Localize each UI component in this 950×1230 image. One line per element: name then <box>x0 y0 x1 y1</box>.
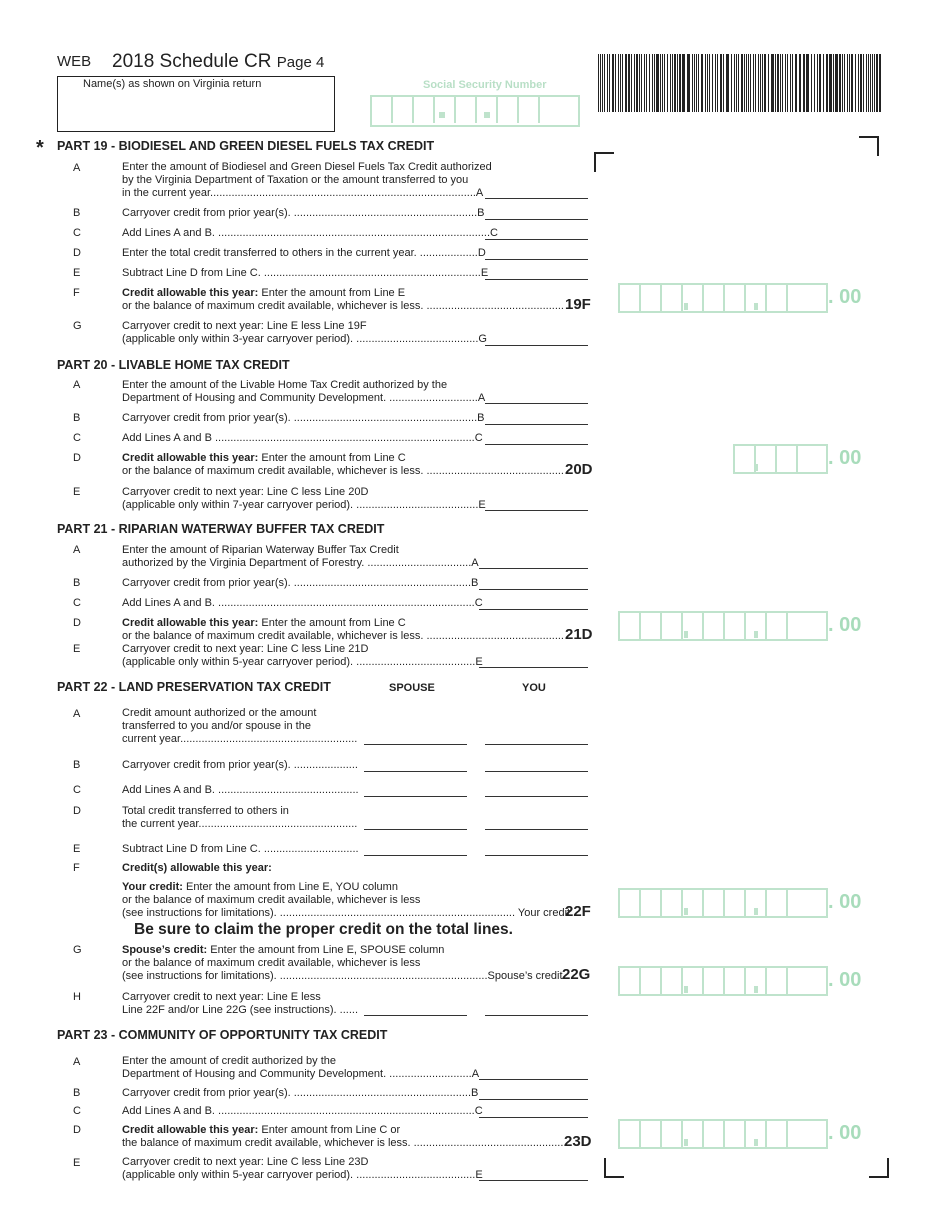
part23-input-b[interactable] <box>479 1099 588 1100</box>
part19-title: PART 19 - BIODIESEL AND GREEN DIESEL FUELS TAX CREDIT <box>57 139 435 153</box>
part21-line-d <box>122 617 564 643</box>
part22-spouse-credit-text-3: (see instructions for limitations). ....................................................................Spouse’s credit <box>122 970 563 982</box>
barcode-image <box>598 54 882 112</box>
part20-line-d-text-2: or the balance of maximum credit available, whichever is less. ............................................. <box>122 465 564 477</box>
line-21d-comma-2 <box>754 631 758 638</box>
part20-line-a-text-1: Enter the amount of the Livable Home Tax Credit authorized by the <box>122 379 448 391</box>
part20-line-d <box>122 452 564 478</box>
part22-your-credit-text-1: Enter the amount from Line E, YOU column <box>182 881 398 893</box>
part21-line-e-text-1: Carryover credit to next year: Line C less Line 21D <box>122 643 369 655</box>
part22-input-d-spouse[interactable] <box>364 829 467 830</box>
part23-line-e <box>122 1156 483 1182</box>
column-header-you: YOU <box>522 682 546 694</box>
line-23d-label: 23D <box>564 1133 592 1150</box>
part19-input-d[interactable] <box>485 259 588 260</box>
part22-your-credit-text-3: (see instructions for limitations). ............................................................................. Your credit <box>122 907 571 919</box>
part21-input-a[interactable] <box>479 568 588 569</box>
part22-your-credit-text-2: or the balance of maximum credit available, whichever is less <box>122 894 421 906</box>
part23-letter-b: B <box>73 1087 81 1099</box>
part22-input-e-you[interactable] <box>485 855 588 856</box>
name-field-label: Name(s) as shown on Virginia return <box>83 78 262 90</box>
part22-input-a-spouse[interactable] <box>364 744 467 745</box>
part20-line-a <box>122 379 485 405</box>
line-19f-comma-1 <box>684 303 688 310</box>
part22-input-b-spouse[interactable] <box>364 771 467 772</box>
line-23d-comma-1 <box>684 1139 688 1146</box>
part22-input-d-you[interactable] <box>485 829 588 830</box>
part21-title: PART 21 - RIPARIAN WATERWAY BUFFER TAX CREDIT <box>57 522 385 536</box>
line-22g-input[interactable] <box>618 966 828 996</box>
part23-line-a <box>122 1055 479 1081</box>
form-title-text: 2018 Schedule CR <box>112 51 272 72</box>
part19-letter-c: C <box>73 227 81 239</box>
part23-letter-d: D <box>73 1124 81 1136</box>
line-22g-label: 22G <box>562 966 591 983</box>
part19-letter-f: F <box>73 287 80 299</box>
part22-line-f: Credit(s) allowable this year: <box>122 862 272 874</box>
part21-line-e <box>122 643 483 669</box>
part22-input-b-you[interactable] <box>485 771 588 772</box>
part20-title: PART 20 - LIVABLE HOME TAX CREDIT <box>57 358 290 372</box>
part21-letter-a: A <box>73 544 81 556</box>
part22-letter-h: H <box>73 991 81 1003</box>
part19-letter-a: A <box>73 162 81 174</box>
part21-line-a-text-2: authorized by the Virginia Department of Forestry. ..................................A <box>122 557 479 569</box>
line-22g-comma-2 <box>754 986 758 993</box>
part20-line-e-text-2: (applicable only within 7-year carryover period). ........................................E <box>122 499 486 511</box>
ssn-input[interactable] <box>370 95 580 127</box>
part22-input-h-spouse[interactable] <box>364 1015 467 1016</box>
part22-input-c-you[interactable] <box>485 796 588 797</box>
line-23d-input[interactable] <box>618 1119 828 1149</box>
page-number: Page 4 <box>276 54 325 71</box>
proper-credit-warning: Be sure to claim the proper credit on the total lines. <box>134 921 513 938</box>
part22-input-e-spouse[interactable] <box>364 855 467 856</box>
part22-spouse-credit-text-1: Enter the amount from Line E, SPOUSE column <box>207 944 445 956</box>
part21-line-b: Carryover credit from prior year(s). ..........................................................B <box>122 577 479 589</box>
line-21d-input[interactable] <box>618 611 828 641</box>
part22-line-d-text-1: Total credit transferred to others in <box>122 805 289 817</box>
part22-line-a-text-3: current year.......................................................... <box>122 733 358 745</box>
part23-line-d-text-2: the balance of maximum credit available, whichever is less. .................................................. <box>122 1137 567 1149</box>
part22-spouse-credit <box>122 944 563 983</box>
part19-line-f <box>122 287 564 313</box>
part22-letter-g: G <box>73 944 82 956</box>
part22-letter-a: A <box>73 708 81 720</box>
line-20d-comma <box>754 464 758 471</box>
part20-letter-e: E <box>73 486 81 498</box>
part23-line-d <box>122 1124 566 1150</box>
part21-letter-c: C <box>73 597 81 609</box>
part22-letter-c: C <box>73 784 81 796</box>
part23-line-e-text-2: (applicable only within 5-year carryover period). .......................................E <box>122 1169 483 1181</box>
part22-line-a-text-2: transferred to you and/or spouse in the <box>122 720 311 732</box>
part21-input-b[interactable] <box>479 589 588 590</box>
part23-input-a[interactable] <box>479 1079 588 1080</box>
line-23d-cents: . 00 <box>828 1122 862 1144</box>
line-20d-cents: . 00 <box>828 447 862 469</box>
part21-letter-d: D <box>73 617 81 629</box>
part19-line-a-text-1: Enter the amount of Biodiesel and Green Diesel Fuels Tax Credit authorized <box>122 161 492 173</box>
part22-letter-e: E <box>73 843 81 855</box>
part22-line-d <box>122 805 357 831</box>
part19-line-f-text-2: or the balance of maximum credit available, whichever is less. ............................................. <box>122 300 564 312</box>
part19-letter-d: D <box>73 247 81 259</box>
line-19f-cents: . 00 <box>828 286 862 308</box>
part20-letter-b: B <box>73 412 81 424</box>
part21-line-d-bold: Credit allowable this year: <box>122 617 259 629</box>
part21-line-c: Add Lines A and B. ....................................................................................C <box>122 597 483 609</box>
part21-line-d-text-1: Enter the amount from Line C <box>258 617 406 629</box>
part23-line-b: Carryover credit from prior year(s). ..........................................................B <box>122 1087 479 1099</box>
line-22g-cents: . 00 <box>828 969 862 991</box>
ssn-dash-2 <box>484 112 490 118</box>
part19-line-c: Add Lines A and B. .........................................................................................C <box>122 227 498 239</box>
part19-input-b[interactable] <box>485 219 588 220</box>
part22-input-h-you[interactable] <box>485 1015 588 1016</box>
part19-input-a[interactable] <box>485 198 588 199</box>
part21-line-e-text-2: (applicable only within 5-year carryover period). .......................................E <box>122 656 483 668</box>
part19-line-g-text-1: Carryover credit to next year: Line E less Line 19F <box>122 320 367 332</box>
part23-letter-a: A <box>73 1056 81 1068</box>
part19-line-a-text-2: by the Virginia Department of Taxation or the amount transferred to you <box>122 174 469 186</box>
part20-line-c: Add Lines A and B .....................................................................................C <box>122 432 483 444</box>
line-22f-comma-2 <box>754 908 758 915</box>
column-header-spouse: SPOUSE <box>389 682 435 694</box>
name-field[interactable] <box>57 76 335 132</box>
part23-line-c: Add Lines A and B. ....................................................................................C <box>122 1105 483 1117</box>
part20-input-e[interactable] <box>485 510 588 511</box>
part22-line-a <box>122 707 357 746</box>
part22-line-d-text-2: the current year.................................................... <box>122 818 358 830</box>
part23-line-a-text-2: Department of Housing and Community Development. ...........................A <box>122 1068 480 1080</box>
part22-letter-f: F <box>73 862 80 874</box>
part19-input-e[interactable] <box>485 279 588 280</box>
part19-line-f-bold: Credit allowable this year: <box>122 287 259 299</box>
part20-line-d-bold: Credit allowable this year: <box>122 452 259 464</box>
part23-letter-e: E <box>73 1157 81 1169</box>
part21-line-d-text-2: or the balance of maximum credit available, whichever is less. ............................................. <box>122 630 564 642</box>
part19-line-g-text-2: (applicable only within 3-year carryover period). ........................................G <box>122 333 487 345</box>
part23-line-e-text-1: Carryover credit to next year: Line C less Line 23D <box>122 1156 369 1168</box>
part21-input-c[interactable] <box>479 609 588 610</box>
line-22g-comma-1 <box>684 986 688 993</box>
part21-line-a-text-1: Enter the amount of Riparian Waterway Buffer Tax Credit <box>122 544 399 556</box>
part22-spouse-credit-text-2: or the balance of maximum credit available, whichever is less <box>122 957 421 969</box>
corner-mark-top-right <box>859 136 879 156</box>
part20-letter-c: C <box>73 432 81 444</box>
part22-line-e: Subtract Line D from Line C. ............................... <box>122 843 359 855</box>
part22-line-b: Carryover credit from prior year(s). ..................... <box>122 759 358 771</box>
part19-letter-b: B <box>73 207 81 219</box>
part21-line-a <box>122 544 479 570</box>
part20-letter-a: A <box>73 379 81 391</box>
line-22f-cents: . 00 <box>828 891 862 913</box>
part22-input-c-spouse[interactable] <box>364 796 467 797</box>
part23-line-d-bold: Credit allowable this year: <box>122 1124 259 1136</box>
part22-line-a-text-1: Credit amount authorized or the amount <box>122 707 317 719</box>
part22-letter-b: B <box>73 759 81 771</box>
part19-line-g <box>122 320 487 346</box>
part21-letter-e: E <box>73 643 81 655</box>
part19-line-e: Subtract Line D from Line C. .......................................................................E <box>122 267 489 279</box>
part22-line-c: Add Lines A and B. .............................................. <box>122 784 359 796</box>
line-20d-input[interactable] <box>733 444 828 474</box>
part20-line-b: Carryover credit from prior year(s). ............................................................B <box>122 412 485 424</box>
part20-line-a-text-2: Department of Housing and Community Development. .............................A <box>122 392 486 404</box>
part22-spouse-credit-bold: Spouse’s credit: <box>122 944 208 956</box>
part21-letter-b: B <box>73 577 81 589</box>
form-id-web: WEB <box>57 53 92 70</box>
part22-your-credit <box>122 881 570 920</box>
part22-line-h-text-2: Line 22F and/or Line 22G (see instructions). ...... <box>122 1004 359 1016</box>
part22-title: PART 22 - LAND PRESERVATION TAX CREDIT <box>57 680 331 694</box>
part23-letter-c: C <box>73 1105 81 1117</box>
part22-letter-d: D <box>73 805 81 817</box>
part23-line-d-text-1: Enter amount from Line C or <box>258 1124 401 1136</box>
part22-input-a-you[interactable] <box>485 744 588 745</box>
part19-line-f-text-1: Enter the amount from Line E <box>258 287 406 299</box>
line-21d-cents: . 00 <box>828 614 862 636</box>
part23-line-a-text-1: Enter the amount of credit authorized by the <box>122 1055 337 1067</box>
line-19f-input[interactable] <box>618 283 828 313</box>
line-21d-label: 21D <box>565 626 593 643</box>
corner-mark-top-left <box>594 152 614 172</box>
corner-mark-bottom-right <box>869 1158 889 1178</box>
line-21d-comma-1 <box>684 631 688 638</box>
part23-input-c[interactable] <box>479 1117 588 1118</box>
part19-line-d: Enter the total credit transferred to others in the current year. ...................D <box>122 247 486 259</box>
line-19f-comma-2 <box>754 303 758 310</box>
ssn-label: Social Security Number <box>423 79 547 91</box>
part20-line-e <box>122 486 486 512</box>
part20-line-d-text-1: Enter the amount from Line C <box>258 452 406 464</box>
part19-line-b: Carryover credit from prior year(s). ............................................................B <box>122 207 485 219</box>
part19-letter-e: E <box>73 267 81 279</box>
part20-input-b[interactable] <box>485 424 588 425</box>
corner-mark-bottom-left <box>604 1158 624 1178</box>
part22-line-h-text-1: Carryover credit to next year: Line E less <box>122 991 321 1003</box>
line-22f-label: 22F <box>565 903 591 920</box>
part20-line-e-text-1: Carryover credit to next year: Line C less Line 20D <box>122 486 369 498</box>
part23-input-e[interactable] <box>479 1180 588 1181</box>
part19-input-g[interactable] <box>485 345 588 346</box>
part22-line-h <box>122 991 358 1017</box>
part22-your-credit-bold: Your credit: <box>122 881 183 893</box>
part20-input-c[interactable] <box>485 444 588 445</box>
part19-input-c[interactable] <box>485 239 588 240</box>
form-title <box>112 51 324 73</box>
line-22f-comma-1 <box>684 908 688 915</box>
part20-input-a[interactable] <box>485 403 588 404</box>
line-20d-label: 20D <box>565 461 593 478</box>
part20-letter-d: D <box>73 452 81 464</box>
ssn-dash-1 <box>439 112 445 118</box>
part19-letter-g: G <box>73 320 82 332</box>
line-19f-label: 19F <box>565 296 591 313</box>
line-22f-input[interactable] <box>618 888 828 918</box>
part23-title: PART 23 - COMMUNITY OF OPPORTUNITY TAX CREDIT <box>57 1028 388 1042</box>
part19-line-a <box>122 161 492 200</box>
part19-line-a-text-3: in the current year.......................................................................................A <box>122 187 484 199</box>
line-23d-comma-2 <box>754 1139 758 1146</box>
star-marker: * <box>36 137 44 159</box>
part21-input-e[interactable] <box>479 667 588 668</box>
